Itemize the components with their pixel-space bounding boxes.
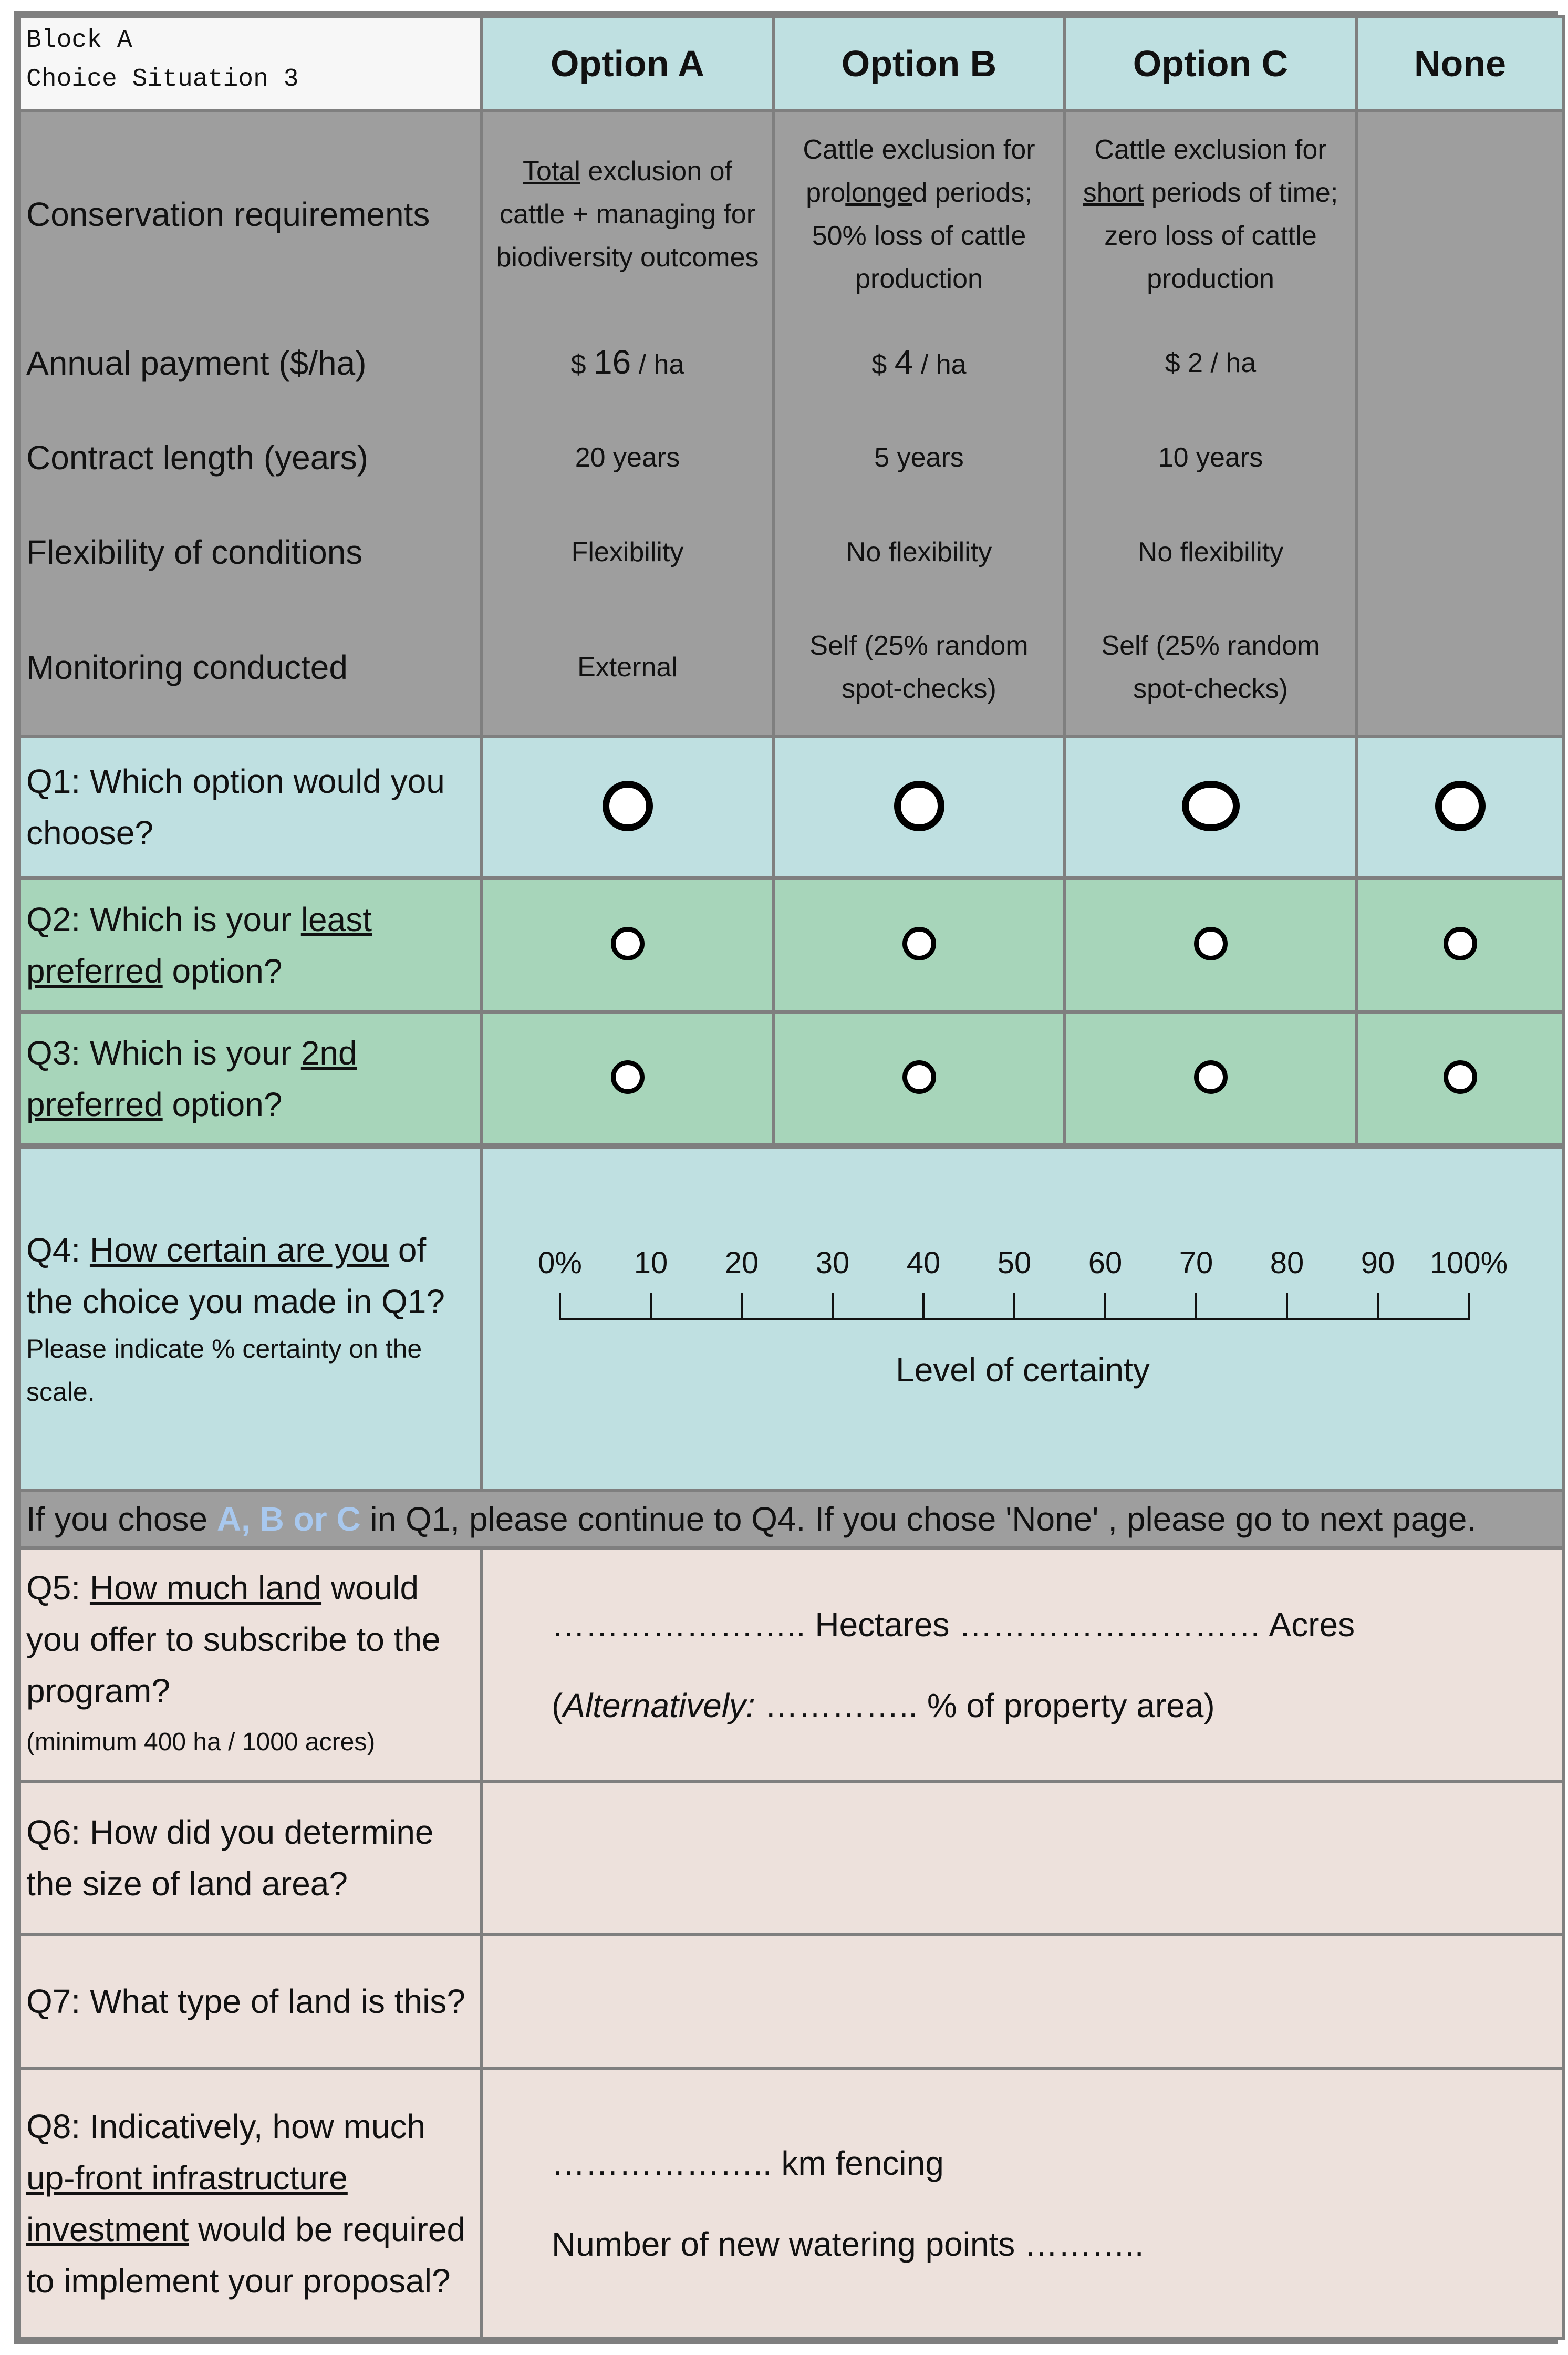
payment-a-value: 16	[594, 343, 631, 381]
option-c-header: Option C	[1065, 16, 1356, 111]
block-label	[19, 16, 482, 111]
conservation-b-emphasis: longe	[845, 177, 912, 208]
payment-c-currency: $	[1165, 348, 1188, 378]
q3-radio-none[interactable]	[1444, 1060, 1477, 1094]
conservation-c-rest: periods of time; zero loss of cattle production	[1104, 177, 1338, 294]
q4-label	[19, 1146, 482, 1490]
q8-row	[19, 2068, 1564, 2339]
scale-label: 50	[997, 1245, 1032, 1280]
q2-emphasis: least preferred	[26, 900, 372, 990]
monitoring-none	[1356, 600, 1564, 736]
payment-label: Annual payment ($/ha)	[19, 316, 482, 410]
q3-row	[19, 1012, 1564, 1146]
payment-c	[1065, 316, 1356, 410]
flexibility-a: Flexibility	[482, 505, 773, 600]
q5-row	[19, 1548, 1564, 1782]
instruction-end: in Q1, please continue to Q4. If you chose 'None' , please go to next page.	[360, 1500, 1477, 1538]
scale-tick	[1104, 1293, 1106, 1320]
q4-row	[19, 1146, 1564, 1490]
q3-text-end: option?	[162, 1085, 283, 1123]
q5-alt-label: Alternatively:	[563, 1686, 755, 1724]
q8-label	[19, 2068, 482, 2339]
conservation-a-emphasis: Total	[523, 156, 580, 187]
option-b-header: Option B	[773, 16, 1065, 111]
q2-radio-a[interactable]	[611, 927, 645, 960]
payment-b	[773, 316, 1065, 410]
q2-radio-none[interactable]	[1444, 927, 1477, 960]
flexibility-label: Flexibility of conditions	[19, 505, 482, 600]
q6-row	[19, 1782, 1564, 1934]
q1-number: Q1	[26, 762, 71, 800]
scale-label: 40	[906, 1245, 941, 1280]
instruction-highlight: A, B or C	[216, 1500, 361, 1538]
scale-tick	[741, 1293, 743, 1320]
conservation-none	[1356, 111, 1564, 316]
scale-label: 20	[724, 1245, 759, 1280]
scale-label: 100%	[1429, 1245, 1508, 1280]
scale-tick	[1377, 1293, 1379, 1320]
flexibility-c: No flexibility	[1065, 505, 1356, 600]
q8-text-end: would be required to implement your proposal?	[26, 2210, 466, 2300]
q1-radio-b[interactable]	[894, 781, 944, 831]
payment-c-value: 2	[1188, 348, 1203, 378]
q8-emphasis: up-front infrastructure investment	[26, 2158, 348, 2248]
q2-option-c	[1065, 878, 1356, 1012]
q6-number: Q6	[26, 1813, 71, 1851]
conservation-b-rest: d periods; 50% loss of cattle production	[812, 177, 1032, 294]
monitoring-row	[19, 600, 1564, 736]
q3-option-c	[1065, 1012, 1356, 1146]
scale-tick	[559, 1293, 561, 1320]
none-header: None	[1356, 16, 1564, 111]
conservation-c-emphasis: short	[1083, 177, 1144, 208]
monitoring-label: Monitoring conducted	[19, 600, 482, 736]
q8-watering-line[interactable]: Number of new watering points ………..	[552, 2225, 1144, 2263]
q4-note: Please indicate % certainty on the scale.	[26, 1334, 422, 1407]
choice-situation: Choice Situation 3	[26, 65, 299, 94]
q6-text: : How did you determine the size of land area?	[26, 1813, 434, 1903]
conservation-b	[773, 111, 1065, 316]
conservation-a-text: exclusion of cattle + managing for biodiversity outcomes	[496, 156, 759, 273]
q7-text: : What type of land is this?	[71, 1982, 465, 2020]
instruction-row	[19, 1490, 1564, 1548]
payment-b-value: 4	[894, 343, 913, 381]
scale-tick	[1286, 1293, 1288, 1320]
instruction-start: If you chose	[26, 1500, 217, 1538]
q2-option-none	[1356, 878, 1564, 1012]
scale-tick	[922, 1293, 925, 1320]
conservation-label: Conservation requirements	[19, 111, 482, 316]
scale-tick	[1468, 1293, 1470, 1320]
q5-answer[interactable]	[482, 1548, 1564, 1782]
monitoring-c: Self (25% random spot-checks)	[1065, 600, 1356, 736]
conservation-c	[1065, 111, 1356, 316]
q1-option-none	[1356, 736, 1564, 878]
monitoring-a: External	[482, 600, 773, 736]
contract-c: 10 years	[1065, 410, 1356, 505]
q1-label	[19, 736, 482, 878]
q5-area-line[interactable]: ………………….. Hectares ……………………… Acres	[552, 1605, 1355, 1644]
q4-scale-cell	[482, 1146, 1564, 1490]
contract-a: 20 years	[482, 410, 773, 505]
q3-number: Q3	[26, 1034, 71, 1072]
q2-option-a	[482, 878, 773, 1012]
q7-row	[19, 1934, 1564, 2068]
q1-radio-none[interactable]	[1435, 781, 1486, 831]
contract-label: Contract length (years)	[19, 410, 482, 505]
scale-label: 60	[1088, 1245, 1123, 1280]
q4-number: Q4	[26, 1231, 71, 1269]
option-a-header: Option A	[482, 16, 773, 111]
q3-text: : Which is your	[71, 1034, 301, 1072]
flexibility-b: No flexibility	[773, 505, 1065, 600]
q2-label	[19, 878, 482, 1012]
conservation-b-text: Cattle exclusion for pro	[803, 134, 1035, 208]
q7-label	[19, 1934, 482, 2068]
scale-label: 0%	[538, 1245, 582, 1280]
q2-number: Q2	[26, 900, 71, 938]
conservation-a	[482, 111, 773, 316]
flexibility-row	[19, 505, 1564, 600]
payment-a-currency: $	[570, 349, 594, 380]
scale-tick	[832, 1293, 834, 1320]
q1-option-b	[773, 736, 1065, 878]
q2-radio-c[interactable]	[1194, 927, 1228, 960]
q2-radio-b[interactable]	[902, 927, 936, 960]
scale-label: 70	[1179, 1245, 1213, 1280]
payment-none	[1356, 316, 1564, 410]
contract-b: 5 years	[773, 410, 1065, 505]
q1-option-a	[482, 736, 773, 878]
scale-tick	[1195, 1293, 1197, 1320]
q6-answer[interactable]	[482, 1782, 1564, 1934]
q1-radio-c[interactable]	[1182, 781, 1240, 831]
q2-text-end: option?	[162, 952, 283, 990]
q3-option-a	[482, 1012, 773, 1146]
q4-text-end: of the choice you made in Q1?	[26, 1231, 445, 1320]
q3-option-none	[1356, 1012, 1564, 1146]
q5-alt-rest: ………….. % of property area)	[755, 1686, 1215, 1724]
payment-a	[482, 316, 773, 410]
q1-option-c	[1065, 736, 1356, 878]
monitoring-b: Self (25% random spot-checks)	[773, 600, 1065, 736]
q1-text: : Which option would you choose?	[26, 762, 445, 852]
q5-number: Q5	[26, 1568, 71, 1607]
payment-b-unit: / ha	[913, 349, 967, 380]
q2-text: : Which is your	[71, 900, 301, 938]
q2-option-b	[773, 878, 1065, 1012]
payment-row	[19, 316, 1564, 410]
conservation-row	[19, 111, 1564, 316]
q5-label	[19, 1548, 482, 1782]
instruction-text	[19, 1490, 1564, 1548]
contract-none	[1356, 410, 1564, 505]
q3-radio-a[interactable]	[611, 1060, 645, 1094]
payment-b-currency: $	[871, 349, 895, 380]
choice-card	[14, 11, 1558, 2344]
q4-emphasis: How certain are you	[89, 1231, 389, 1269]
q2-row	[19, 878, 1564, 1012]
q3-option-b	[773, 1012, 1065, 1146]
q8-fencing-line[interactable]: ……………….. km fencing	[552, 2144, 944, 2182]
scale-label: 80	[1270, 1245, 1304, 1280]
scale-label: 30	[815, 1245, 850, 1280]
scale-tick	[1013, 1293, 1015, 1320]
q5-note: (minimum 400 ha / 1000 acres)	[26, 1728, 376, 1756]
payment-c-unit: / ha	[1203, 348, 1257, 378]
q8-number: Q8	[26, 2107, 71, 2145]
conservation-c-text: Cattle exclusion for	[1094, 134, 1327, 165]
q1-row	[19, 736, 1564, 878]
q5-emphasis: How much land	[89, 1568, 322, 1607]
q7-answer[interactable]	[482, 1934, 1564, 2068]
payment-a-unit: / ha	[631, 349, 684, 380]
scale-label: 10	[634, 1245, 668, 1280]
scale-tick	[650, 1293, 652, 1320]
contract-row	[19, 410, 1564, 505]
q1-radio-a[interactable]	[603, 781, 653, 831]
choice-table	[18, 15, 1565, 2340]
q5-text-end: would you offer to subscribe to the program?	[26, 1568, 441, 1710]
certainty-scale[interactable]	[483, 1161, 1562, 1476]
q5-alternative-line[interactable]	[552, 1686, 1557, 1725]
q5-alt-open: (	[552, 1686, 563, 1724]
block-id: Block A	[26, 26, 132, 55]
q4-text: :	[71, 1231, 90, 1269]
q7-number: Q7	[26, 1982, 71, 2020]
certainty-caption: Level of certainty	[896, 1350, 1150, 1389]
q3-label	[19, 1012, 482, 1146]
q3-emphasis: 2nd preferred	[26, 1034, 357, 1123]
q8-answer[interactable]	[482, 2068, 1564, 2339]
header-row	[19, 16, 1564, 111]
q8-text: : Indicatively, how much	[71, 2107, 426, 2145]
scale-label: 90	[1361, 1245, 1395, 1280]
q6-label	[19, 1782, 482, 1934]
q3-radio-c[interactable]	[1194, 1060, 1228, 1094]
q3-radio-b[interactable]	[902, 1060, 936, 1094]
flexibility-none	[1356, 505, 1564, 600]
q5-text: :	[71, 1568, 90, 1607]
